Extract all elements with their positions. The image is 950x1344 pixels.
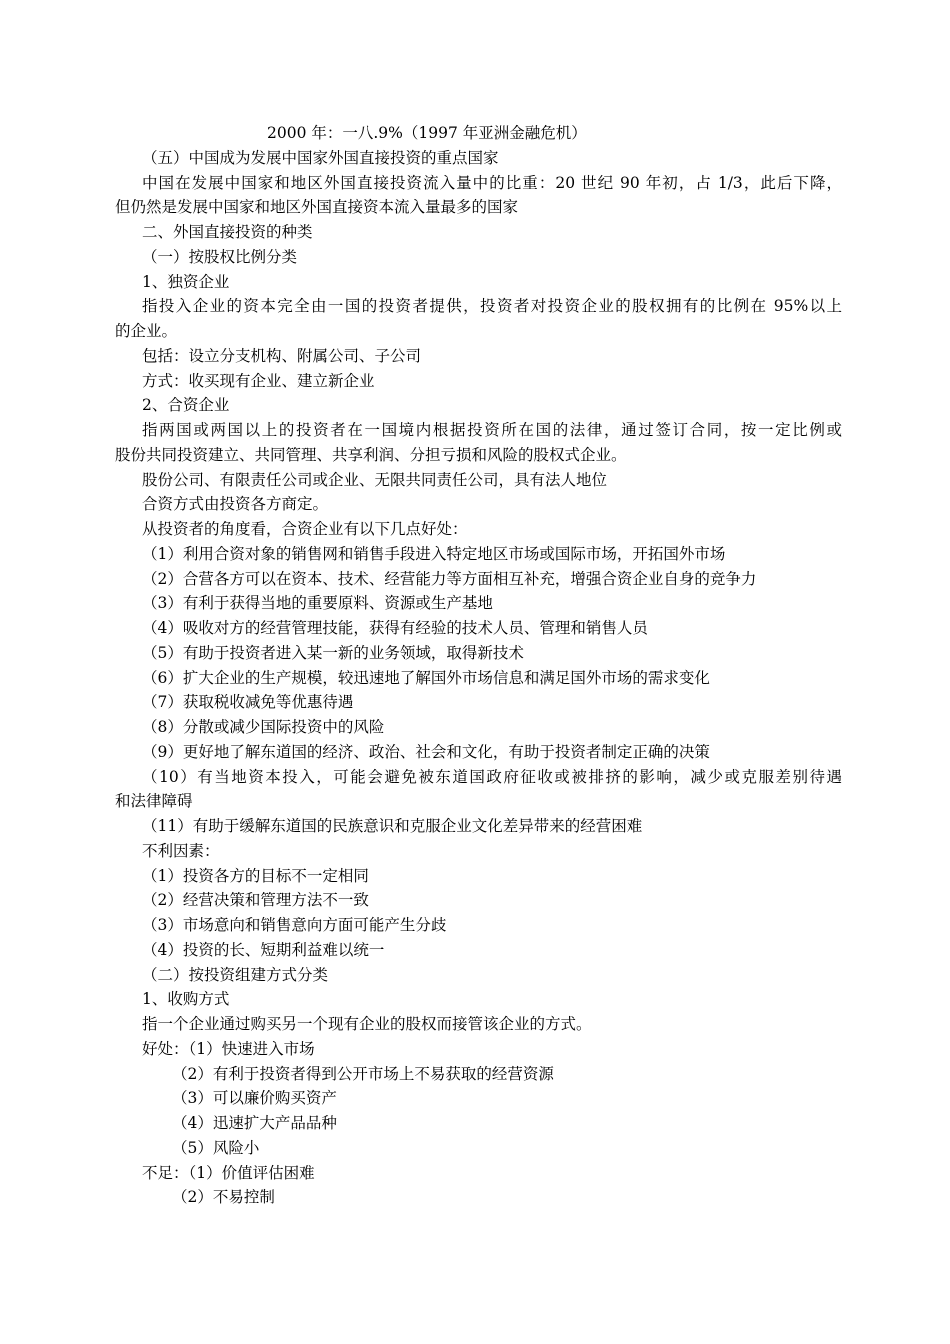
text-line: （6）扩大企业的生产规模，较迅速地了解国外市场信息和满足国外市场的需求变化 xyxy=(142,668,710,687)
text-line: 包括：设立分支机构、附属公司、子公司 xyxy=(142,346,422,365)
text-line: 中国在发展中国家和地区外国直接投资流入量中的比重：20 世纪 90 年初，占 1/3，此后下降， xyxy=(142,173,842,192)
text-line: 指投入企业的资本完全由一国的投资者提供，投资者对投资企业的股权拥有的比例在 95%以上 xyxy=(142,297,842,316)
text-line: （2）不易控制 xyxy=(172,1188,275,1207)
text-line: （9）更好地了解东道国的经济、政治、社会和文化，有助于投资者制定正确的决策 xyxy=(142,742,710,761)
text-line: （2）有利于投资者得到公开市场上不易获取的经营资源 xyxy=(172,1064,554,1083)
text-line: 合资方式由投资各方商定。 xyxy=(142,495,329,514)
text-line: 指一个企业通过购买另一个现有企业的股权而接管该企业的方式。 xyxy=(142,1015,592,1033)
text-line: 股份公司、有限责任公司或企业、无限共同责任公司，具有法人地位 xyxy=(142,470,608,489)
text-line: 但仍然是发展中国家和地区外国直接资本流入量最多的国家 xyxy=(115,198,519,217)
text-line: （4）迅速扩大产品品种 xyxy=(172,1114,337,1132)
text-line: 从投资者的角度看，合资企业有以下几点好处： xyxy=(142,520,468,538)
text-line: （4）吸收对方的经营管理技能，获得有经验的技术人员、管理和销售人员 xyxy=(142,619,648,637)
text-line: （11）有助于缓解东道国的民族意识和克服企业文化差异带来的经营困难 xyxy=(142,817,643,835)
text-line: （4）投资的长、短期利益难以统一 xyxy=(142,940,385,959)
text-line: （5）风险小 xyxy=(172,1138,260,1157)
text-line: （2）经营决策和管理方法不一致 xyxy=(142,891,369,910)
text-line: 不足：（1）价值评估困难 xyxy=(142,1163,315,1182)
text-line: 的企业。 xyxy=(115,322,178,340)
text-line: （2）合营各方可以在资本、技术、经营能力等方面相互补充，增强合资企业自身的竞争力 xyxy=(142,569,757,588)
text-line: 2、合资企业 xyxy=(142,396,230,415)
text-line: （3）有利于获得当地的重要原料、资源或生产基地 xyxy=(142,594,493,613)
text-line: 二、外国直接投资的种类 xyxy=(142,223,313,241)
text-line: （3）可以廉价购买资产 xyxy=(172,1089,337,1108)
text-line: （5）有助于投资者进入某一新的业务领域，取得新技术 xyxy=(142,643,524,662)
text-line: （10）有当地资本投入，可能会避免被东道国政府征收或被排挤的影响，减少或克服差别待遇 xyxy=(142,767,842,786)
text-line: （7）获取税收减免等优惠待遇 xyxy=(142,693,354,712)
text-line: 2000 年：一八.9%（1997 年亚洲金融危机） xyxy=(267,124,587,142)
text-line: 好处：（1）快速进入市场 xyxy=(142,1039,315,1058)
text-line: （1）投资各方的目标不一定相同 xyxy=(142,866,369,885)
text-line: （二）按投资组建方式分类 xyxy=(142,965,329,984)
text-line: 不利因素： xyxy=(142,841,220,860)
text-line: （五）中国成为发展中国家外国直接投资的重点国家 xyxy=(142,148,499,167)
text-line: （1）利用合资对象的销售网和销售手段进入特定地区市场或国际市场，开拓国外市场 xyxy=(142,544,726,563)
text-line: 1、独资企业 xyxy=(142,272,230,291)
text-line: 和法律障碍 xyxy=(115,792,193,811)
text-line: （8）分散或减少国际投资中的风险 xyxy=(142,718,385,736)
text-line: （3）市场意向和销售意向方面可能产生分歧 xyxy=(142,916,447,934)
text-line: 1、收购方式 xyxy=(142,990,230,1009)
text-line: 方式：收买现有企业、建立新企业 xyxy=(142,371,375,390)
document-body xyxy=(0,121,950,1210)
text-line: 指两国或两国以上的投资者在一国境内根据投资所在国的法律，通过签订合同，按一定比例或 xyxy=(142,421,842,439)
text-line: （一）按股权比例分类 xyxy=(142,247,298,266)
text-line: 股份共同投资建立、共同管理、共享利润、分担亏损和风险的股权式企业。 xyxy=(115,445,627,464)
